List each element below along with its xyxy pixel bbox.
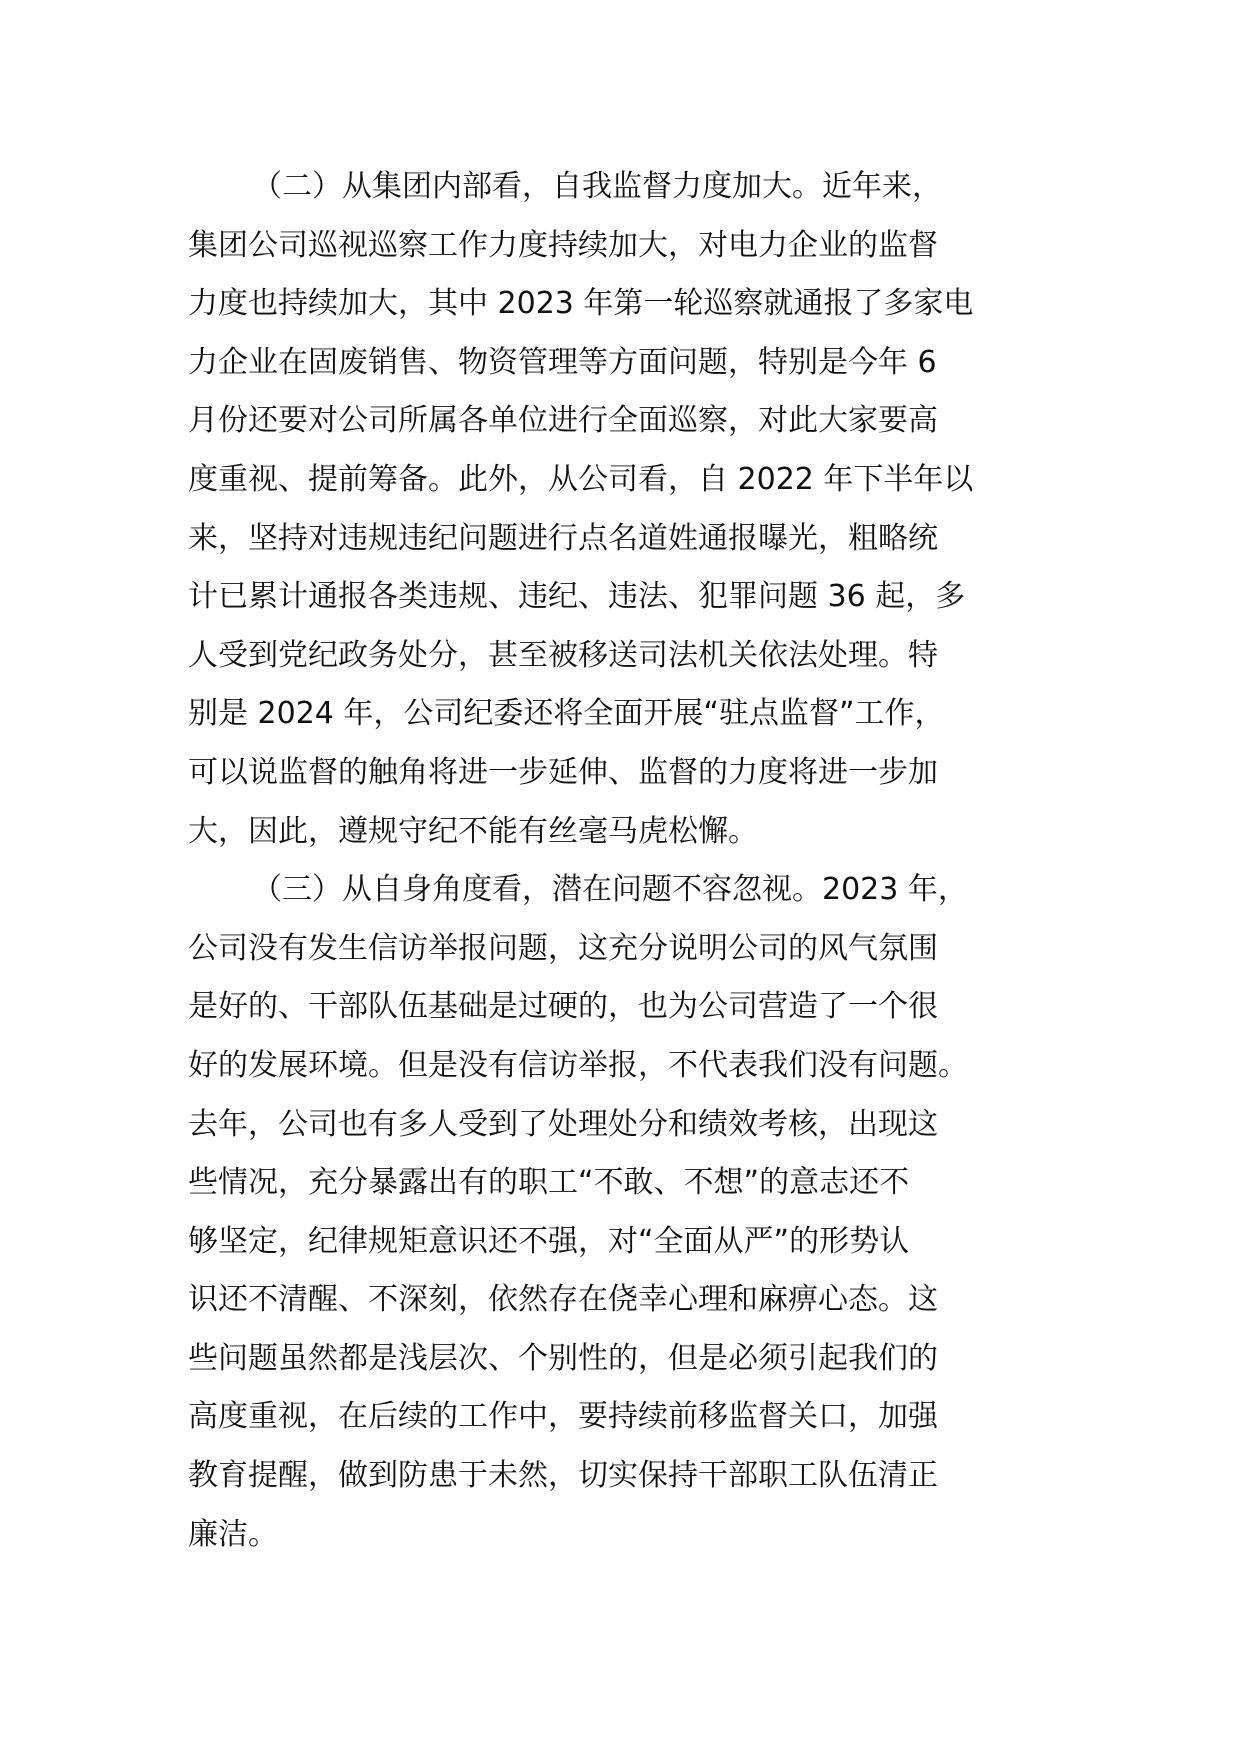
text-line: 高度重视，在后续的工作中，要持续前移监督关口，加强 bbox=[188, 1399, 938, 1435]
text-line: 人受到党纪政务处分，甚至被移送司法机关依法处理。特 bbox=[188, 637, 938, 673]
text-line: 大，因此，遵规守纪不能有丝毫马虎松懈。 bbox=[188, 813, 758, 849]
text-line: 集团公司巡视巡察工作力度持续加大，对电力企业的监督 bbox=[188, 227, 938, 263]
text-line: 些情况，充分暴露出有的职工“不敢、不想”的意志还不 bbox=[188, 1165, 910, 1201]
text-line: 计已累计通报各类违规、违纪、违法、犯罪问题 36 起，多 bbox=[188, 579, 966, 615]
text-line: 月份还要对公司所属各单位进行全面巡察，对此大家要高 bbox=[188, 403, 938, 439]
text-line: 别是 2024 年，公司纪委还将全面开展“驻点监督”工作， bbox=[188, 696, 945, 732]
text-line: 是好的、干部队伍基础是过硬的，也为公司营造了一个很 bbox=[188, 989, 938, 1025]
document-body bbox=[188, 158, 1068, 1564]
text-line: 好的发展环境。但是没有信访举报，不代表我们没有问题。 bbox=[188, 1047, 968, 1083]
text-line: 教育提醒，做到防患于未然，切实保持干部职工队伍清正 bbox=[188, 1458, 938, 1494]
paragraph-self-perspective bbox=[188, 861, 1068, 1564]
text-line: （三）从自身角度看，潜在问题不容忽视。2023 年， bbox=[252, 872, 968, 908]
paragraph-supervision-internal bbox=[188, 158, 1068, 861]
text-line: （二）从集团内部看，自我监督力度加大。近年来， bbox=[252, 169, 942, 204]
text-line: 度重视、提前筹备。此外，从公司看，自 2022 年下半年以 bbox=[188, 461, 974, 497]
text-line: 够坚定，纪律规矩意识还不强，对“全面从严”的形势认 bbox=[188, 1223, 910, 1259]
text-line: 些问题虽然都是浅层次、个别性的，但是必须引起我们的 bbox=[188, 1340, 938, 1376]
text-line: 可以说监督的触角将进一步延伸、监督的力度将进一步加 bbox=[188, 754, 938, 790]
text-line: 去年，公司也有多人受到了处理处分和绩效考核，出现这 bbox=[188, 1106, 938, 1142]
text-line: 力企业在固废销售、物资管理等方面问题，特别是今年 6 bbox=[188, 344, 937, 380]
text-line: 来，坚持对违规违纪问题进行点名道姓通报曝光，粗略统 bbox=[188, 520, 938, 556]
text-line: 力度也持续加大，其中 2023 年第一轮巡察就通报了多家电 bbox=[188, 286, 974, 322]
text-line: 公司没有发生信访举报问题，这充分说明公司的风气氛围 bbox=[188, 930, 938, 966]
text-line: 廉洁。 bbox=[188, 1516, 278, 1552]
text-line: 识还不清醒、不深刻，依然存在侥幸心理和麻痹心态。这 bbox=[188, 1282, 938, 1318]
